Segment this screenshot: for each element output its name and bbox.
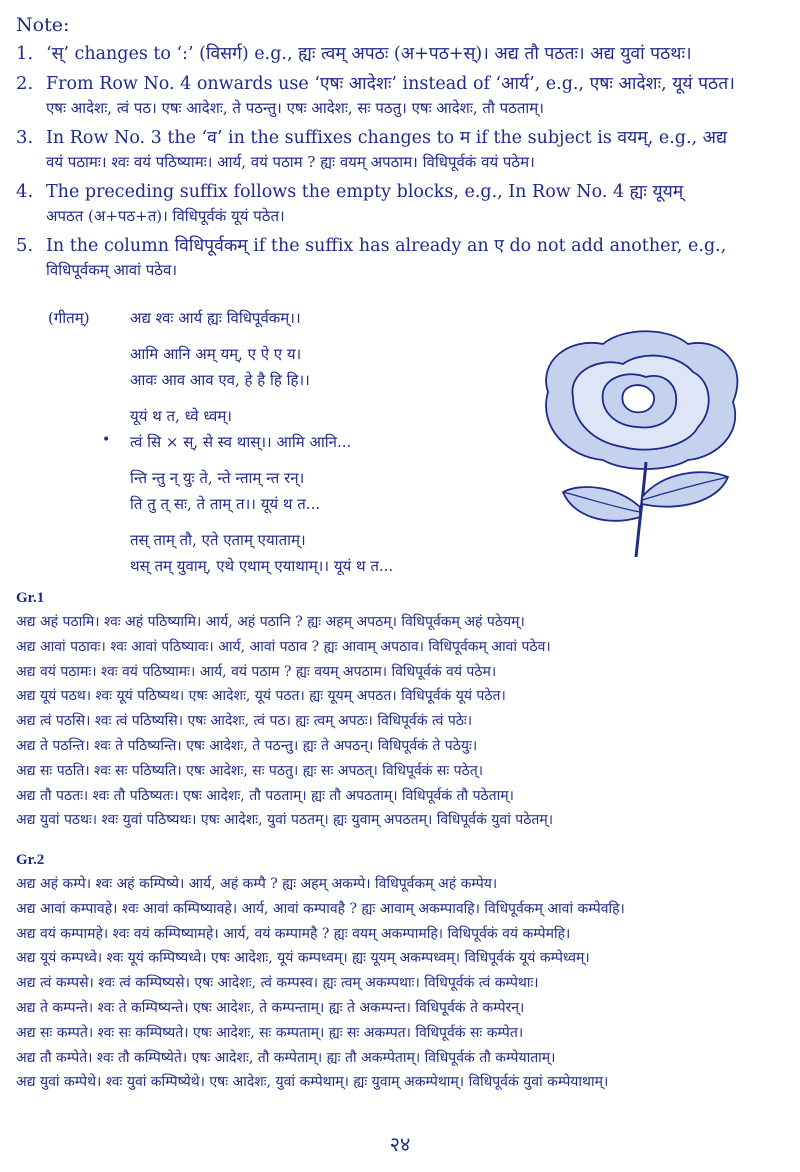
bullet-dot-icon: •: [102, 432, 111, 448]
note-item: [16, 72, 786, 120]
conjugation-row: अद्य त्वं कम्पसे। श्वः त्वं कम्पिष्यसे। एषः आदेशः, त्वं कम्पस्व। ह्यः त्वम् अकम्पथाः। विधिपूर्वकं त्वं कम्पेथाः।: [16, 975, 539, 992]
conjugation-row: अद्य अहं पठामि। श्वः अहं पठिष्यामि। आर्य, अहं पठानि ? ह्यः अहम् अपठम्। विधिपूर्वकम् अहं पठेयम्।: [16, 614, 525, 630]
conjugation-row: अद्य आवां पठावः। श्वः आवां पठिष्यावः। आर्य, आवां पठाव ? ह्यः आवाम् अपठाव। विधिपूर्वकम् आवां पठेव।: [16, 638, 551, 655]
note-item: [16, 180, 786, 228]
note-example: एषः आदेशः, त्वं पठ। एषः आदेशः, ते पठन्तु। एषः आदेशः, सः पठतु। एषः आदेशः, तौ पठताम्।: [46, 99, 544, 117]
group-1-title: Gr.1: [16, 590, 45, 606]
conjugation-row: अद्य ते पठन्ति। श्वः ते पठिष्यन्ति। एषः आदेशः, ते पठन्तु। ह्यः ते अपठन्। विधिपूर्वकं ते पठेयुः।: [16, 737, 478, 754]
note-example: अपठत (अ+पठ+त)। विधिपूर्वकं यूयं पठेत।: [46, 207, 285, 225]
geetam-label: (गीतम्): [48, 309, 90, 327]
conjugation-row: अद्य वयं पठामः। श्वः वयं पठिष्यामः। आर्य, वयं पठाम ? ह्यः वयम् अपठाम। विधिपूर्वकं वयं पठेम।: [16, 663, 497, 680]
note-item: [16, 234, 786, 282]
conjugation-row: अद्य आवां कम्पावहे। श्वः आवां कम्पिष्यावहे। आर्य, आवां कम्पावहै ? ह्यः आवाम् अकम्पावहि। विधिपूर्वकम् आवां कम्पेवहि।: [16, 900, 625, 917]
note-text: ‘स्’ changes to ‘:’ (विसर्ग) e.g., ह्यः त्वम् अपठः (अ+पठ+स्)। अद्य तौ पठतः। अद्य युवां पठथः।: [46, 44, 692, 64]
verse-line: थस् तम् युवाम्, एथे एथाम् एयाथाम्।। यूयं थ त...: [130, 557, 394, 575]
conjugation-row: अद्य सः पठति। श्वः सः पठिष्यति। एषः आदेशः, सः पठतु। ह्यः सः अपठत्। विधिपूर्वकं सः पठेत्।: [16, 762, 483, 779]
note-number: 4.: [16, 181, 34, 202]
verse-line: त्वं सि × स्, से स्व थास्।। आमि आनि...: [130, 433, 352, 451]
verse-line: आवः आव आव एव, हे है हि हि।।: [130, 371, 310, 389]
note-item: [16, 126, 786, 174]
conjugation-row: अद्य सः कम्पते। श्वः सः कम्पिष्यते। एषः आदेशः, सः कम्पताम्। ह्यः सः अकम्पत। विधिपूर्वकं सः कम्पेत।: [16, 1024, 524, 1041]
note-number: 5.: [16, 235, 34, 256]
verse-line: ति तु त् सः, ते ताम् त।। यूयं थ त...: [130, 495, 321, 513]
note-item: [16, 42, 786, 66]
note-number: 3.: [16, 127, 34, 148]
group-2-rows: [16, 872, 786, 1095]
note-heading: Note:: [16, 14, 70, 36]
rose-illustration-icon: [528, 322, 758, 562]
note-number: 1.: [16, 43, 34, 64]
conjugation-row: अद्य वयं कम्पामहे। श्वः वयं कम्पिष्यामहे। आर्य, वयं कम्पामहै ? ह्यः वयम् अकम्पामहि। विधिपूर्वकं वयं कम्पेमहि।: [16, 925, 571, 942]
verse-line: यूयं थ त, ध्वे ध्वम्।: [130, 407, 232, 425]
conjugation-row: अद्य यूयं कम्पध्वे। श्वः यूयं कम्पिष्यध्वे। एषः आदेशः, यूयं कम्पध्वम्। ह्यः यूयम् अकम्पध्वम्। विधिपूर्वकं यूयं कम्पेध्वम्।: [16, 950, 590, 967]
verse-line: न्ति न्तु न् युः ते, न्ते न्ताम् न्त रन्।: [130, 469, 305, 487]
note-text: From Row No. 4 onwards use ‘एषः आदेशः’ instead of ‘आर्य’, e.g., एषः आदेशः, यूयं पठत।: [46, 74, 735, 94]
conjugation-row: अद्य यूयं पठथ। श्वः यूयं पठिष्यथ। एषः आदेशः, यूयं पठत। ह्यः यूयम् अपठत। विधिपूर्वकं यूयं पठेत।: [16, 688, 506, 705]
group-2-title: Gr.2: [16, 852, 45, 868]
conjugation-row: अद्य युवां पठथः। श्वः युवां पठिष्यथः। एषः आदेशः, युवां पठतम्। ह्यः युवाम् अपठतम्। विधिपूर्वकं युवां पठेतम्।: [16, 812, 554, 829]
note-example: वयं पठामः। श्वः वयं पठिष्यामः। आर्य, वयं पठाम ? ह्यः वयम् अपठाम। विधिपूर्वकं वयं पठेम।: [46, 153, 535, 171]
notes-list: [16, 42, 786, 288]
group-1-rows: [16, 610, 786, 833]
conjugation-row: अद्य तौ कम्पेते। श्वः तौ कम्पिष्येते। एषः आदेशः, तौ कम्पेताम्। ह्यः तौ अकम्पेताम्। विधिपूर्वकं तौ कम्पेयाताम्।: [16, 1049, 556, 1066]
conjugation-row: अद्य तौ पठतः। श्वः तौ पठिष्यतः। एषः आदेशः, तौ पठताम्। ह्यः तौ अपठताम्। विधिपूर्वकं तौ पठेताम्।: [16, 787, 514, 804]
conjugation-row: अद्य त्वं पठसि। श्वः त्वं पठिष्यसि। एषः आदेशः, त्वं पठ। ह्यः त्वम् अपठः। विधिपूर्वकं त्वं पठेः।: [16, 713, 473, 730]
page-number: २४: [389, 1132, 411, 1156]
note-number: 2.: [16, 73, 34, 94]
note-text: In Row No. 3 the ‘व’ in the suffixes changes to म if the subject is वयम्, e.g., अद्य: [46, 128, 728, 148]
verse-line: तस् ताम् तौ, एते एताम् एयाताम्।: [130, 531, 306, 549]
conjugation-row: अद्य युवां कम्पेथे। श्वः युवां कम्पिष्येथे। एषः आदेशः, युवां कम्पेथाम्। ह्यः युवाम् अकम्पेथाम्। विधिपूर्वकं युवां कम्पेयाथाम्।: [16, 1074, 609, 1091]
note-text: The preceding suffix follows the empty blocks, e.g., In Row No. 4 ह्यः यूयम्: [46, 182, 684, 202]
conjugation-row: अद्य ते कम्पन्ते। श्वः ते कम्पिष्यन्ते। एषः आदेशः, ते कम्पन्ताम्। ह्यः ते अकम्पन्त। विधिपूर्वकं ते कम्पेरन्।: [16, 999, 525, 1016]
verse-line: अद्य श्वः आर्य ह्यः विधिपूर्वकम्।।: [130, 309, 301, 327]
verse-line: आमि आनि अम् यम्, ए ऐ ए य।: [130, 345, 302, 363]
note-text: In the column विधिपूर्वकम् if the suffix has already an ए do not add another, e.g.,: [46, 236, 727, 256]
conjugation-row: अद्य अहं कम्पे। श्वः अहं कम्पिष्ये। आर्य, अहं कम्पै ? ह्यः अहम् अकम्पे। विधिपूर्वकम् अहं कम्पेय।: [16, 876, 498, 892]
note-example: विधिपूर्वकम् आवां पठेव।: [46, 261, 178, 279]
